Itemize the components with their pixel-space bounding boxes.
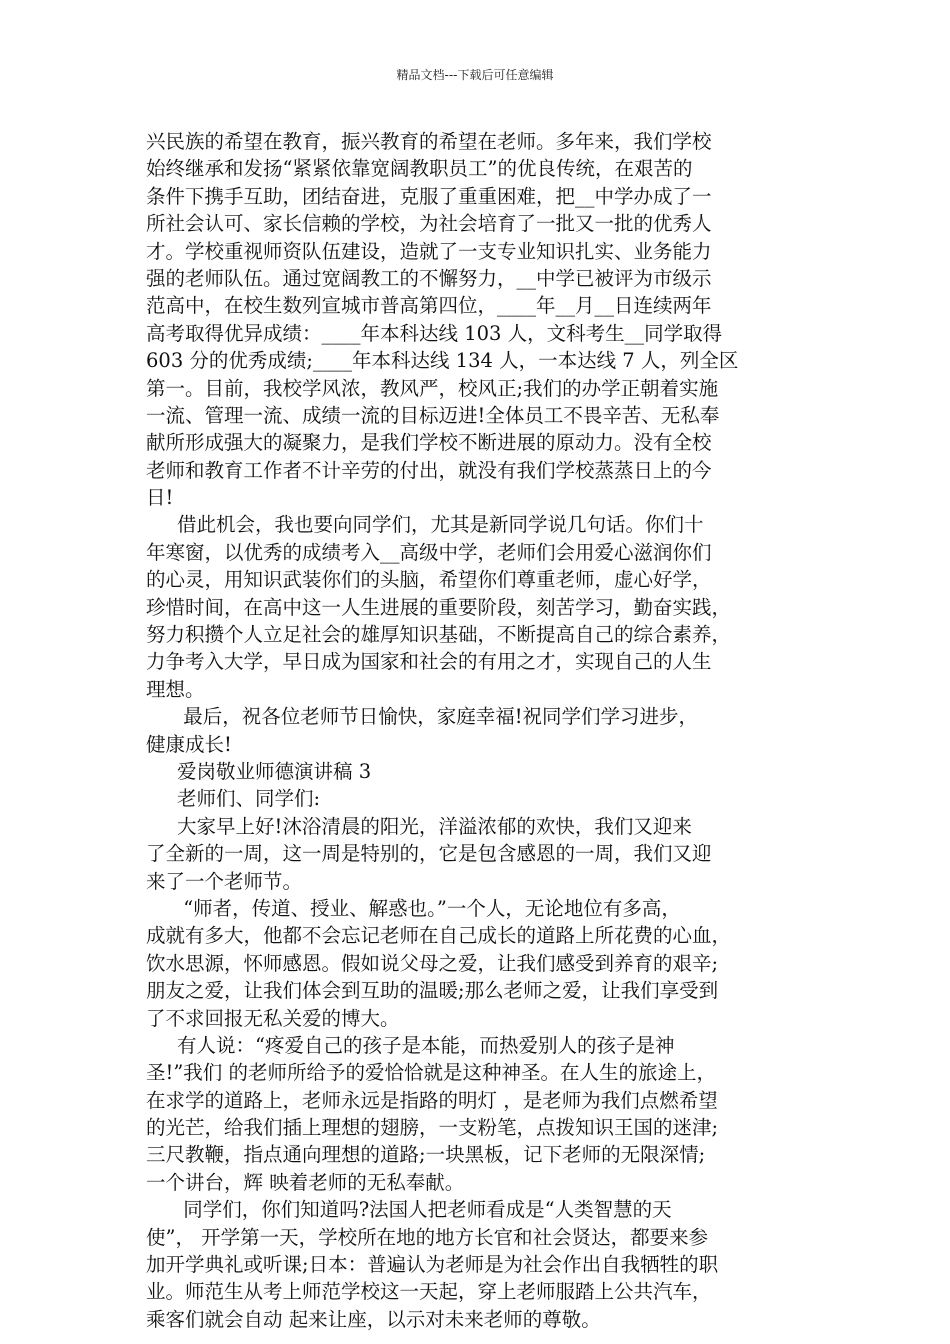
text-line: 第一。目前，我校学风浓，教风严，校风正;我们的办学正朝着实施 bbox=[146, 376, 719, 400]
text-line: 年寒窗，以优秀的成绩考入__高级中学，老师们会用爱心滋润你们 bbox=[146, 540, 712, 564]
text-line: 理想。 bbox=[146, 677, 205, 701]
text-line: 力争考入大学，早日成为国家和社会的有用之才，实现自己的人生 bbox=[146, 650, 712, 674]
text-line: 饮水思源，怀师感恩。假如说父母之爱，让我们感受到养育的艰辛; bbox=[146, 951, 719, 975]
text-line: 珍惜时间，在高中这一人生进展的重要阶段，刻苦学习，勤奋实践， bbox=[146, 595, 732, 619]
text-line: 强的老师队伍。通过宽阔教工的不懈努力，__中学已被评为市级示 bbox=[146, 266, 712, 290]
text-line: 所社会认可、家长信赖的学校，为社会培育了一批又一批的优秀人 bbox=[146, 212, 712, 236]
text-line: 一个讲台，辉 映着老师的无私奉献。 bbox=[146, 1170, 465, 1194]
text-line: 圣!”我们 的老师所给予的爱恰恰就是这种神圣。在人生的旅途上， bbox=[146, 1061, 717, 1085]
text-line: 了不求回报无私关爱的博大。 bbox=[146, 1006, 400, 1030]
text-line: 三尺教鞭，指点通向理想的道路;一块黑板，记下老师的无限深情; bbox=[146, 1143, 706, 1167]
text-line: 使”， 开学第一天，学校所在地的地方长官和社会贤达，都要来参 bbox=[146, 1225, 709, 1249]
text-line: 健康成长! bbox=[146, 732, 232, 756]
text-line: 乘客们就会自动 起来让座，以示对未来老师的尊敬。 bbox=[146, 1307, 601, 1331]
text-line: 借此机会，我也要向同学们，尤其是新同学说几句话。你们十 bbox=[146, 513, 704, 537]
text-line: 一流、管理一流、成绩一流的目标迈进!全体员工不畏辛苦、无私奉 bbox=[146, 403, 720, 427]
text-line: 老师和教育工作者不计辛劳的付出，就没有我们学校蒸蒸日上的今 bbox=[146, 458, 712, 482]
text-line: 范高中，在校生数列宣城市普高第四位，____年__月__日连续两年 bbox=[146, 294, 712, 318]
text-line: 献所形成强大的凝聚力，是我们学校不断进展的原动力。没有全校 bbox=[146, 431, 712, 455]
text-line: 的光芒，给我们插上理想的翅膀，一支粉笔，点拨知识王国的迷津; bbox=[146, 1116, 719, 1140]
text-line: 来了一个老师节。 bbox=[146, 869, 303, 893]
text-line: 朋友之爱，让我们体会到互助的温暖;那么老师之爱，让我们享受到 bbox=[146, 979, 719, 1003]
text-line: 同学们，你们知道吗?法国人把老师看成是“人类智慧的天 bbox=[146, 1198, 672, 1222]
page-header: 精品文档---下载后可任意编辑 bbox=[396, 68, 554, 82]
text-line: 业。师范生从考上师范学校这一天起，穿上老师服踏上公共汽车， bbox=[146, 1280, 712, 1304]
text-line: 加开学典礼或听课;日本：普遍认为老师是为社会作出自我牺牲的职 bbox=[146, 1253, 719, 1277]
text-line: 的心灵，用知识武装你们的头脑，希望你们尊重老师，虚心好学， bbox=[146, 568, 712, 592]
text-line: 有人说：“疼爱自己的孩子是本能，而热爱别人的孩子是神 bbox=[146, 1033, 675, 1057]
text-line: 老师们、同学们: bbox=[146, 787, 321, 811]
text-line: “师者，传道、授业、解惑也。”一个人，无论地位有多高， bbox=[146, 896, 681, 920]
text-line: 603 分的优秀成绩;____年本科达线 134 人，一本达线 7 人，列全区 bbox=[146, 349, 739, 373]
text-line: 大家早上好!沐浴清晨的阳光，洋溢浓郁的欢快，我们又迎来 bbox=[146, 814, 692, 838]
text-line: 始终继承和发扬“紧紧依靠宽阔教职员工”的优良传统，在艰苦的 bbox=[146, 157, 693, 181]
text-line: 成就有多大，他都不会忘记老师在自己成长的道路上所花费的心血， bbox=[146, 924, 732, 948]
text-line: 了全新的一周，这一周是特别的，它是包含感恩的一周，我们又迎 bbox=[146, 842, 712, 866]
text-line: 爱岗敬业师德演讲稿 3 bbox=[146, 759, 372, 783]
text-line: 日! bbox=[146, 486, 174, 510]
text-line: 兴民族的希望在教育，振兴教育的希望在老师。多年来，我们学校 bbox=[146, 130, 712, 153]
text-line: 条件下携手互助，团结奋进，克服了重重困难，把__中学办成了一 bbox=[146, 184, 712, 208]
text-line: 才。学校重视师资队伍建设，造就了一支专业知识扎实、业务能力 bbox=[146, 239, 712, 263]
text-line: 最后，祝各位老师节日愉快，家庭幸福!祝同学们学习进步， bbox=[146, 705, 699, 729]
text-line: 高考取得优异成绩：____年本科达线 103 人，文科考生__同学取得 bbox=[146, 321, 723, 345]
text-line: 在求学的道路上，老师永远是指路的明灯 ，是老师为我们点燃希望 bbox=[146, 1088, 718, 1112]
text-line: 努力积攒个人立足社会的雄厚知识基础，不断提高自己的综合素养， bbox=[146, 623, 732, 647]
document-body bbox=[146, 128, 810, 1333]
